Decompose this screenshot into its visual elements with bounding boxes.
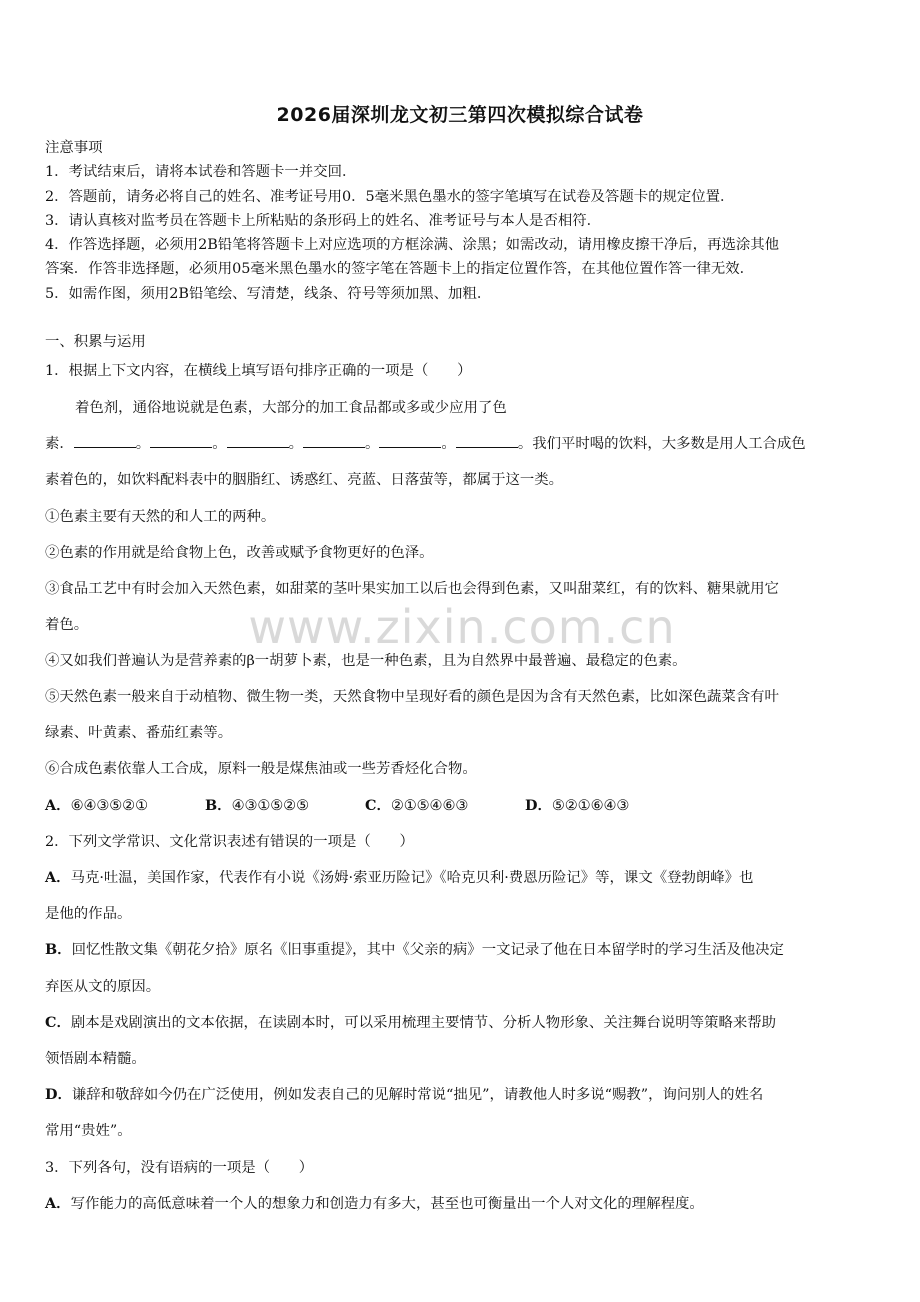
- question-1-stem: 1．根据上下文内容，在横线上填写语句排序正确的一项是（ ）: [45, 363, 472, 379]
- blank-1: [74, 434, 136, 448]
- question-1-passage: 素着色的，如饮料配料表中的胭脂红、诱惑红、亮蓝、日落萤等，都属于这一类。: [45, 472, 564, 488]
- option-a[interactable]: A．马克·吐温，美国作家，代表作有小说《汤姆·索亚历险记》《哈克贝利·费恩历险记》等，课文《登勃朗峰》也: [45, 869, 754, 886]
- option-text-continued: 弃医从文的原因。: [45, 979, 161, 995]
- blank-6: [456, 434, 518, 448]
- blank-3: [227, 434, 289, 448]
- sentence-item: 着色。: [45, 617, 89, 633]
- sentence-item: 绿素、叶黄素、番茄红素等。: [45, 725, 233, 741]
- option-a[interactable]: A．写作能力的高低意味着一个人的想象力和创造力有多大，甚至也可衡量出一个人对文化的理解程度。: [45, 1195, 704, 1212]
- sentence-item: ③食品工艺中有时会加入天然色素，如甜菜的茎叶果实加工以后也会得到色素，又叫甜菜红，有的饮料、糖果就用它: [45, 581, 779, 597]
- notice-item: 4．作答选择题，必须用2B铅笔将答题卡上对应选项的方框涂满、涂黑；如需改动，请用橡皮擦干净后，再选涂其他: [45, 237, 780, 253]
- option-d[interactable]: D．⑤②①⑥④③: [525, 797, 630, 814]
- watermark: www.zixin.com.cn: [248, 600, 676, 654]
- sentence-item: ①色素主要有天然的和人工的两种。: [45, 509, 276, 525]
- option-text-continued: 是他的作品。: [45, 906, 132, 922]
- question-2-stem: 2．下列文学常识、文化常识表述有错误的一项是（ ）: [45, 834, 414, 850]
- page-title: 2026届深圳龙文初三第四次模拟综合试卷: [276, 104, 644, 126]
- option-b[interactable]: B．④③①⑤②⑤: [205, 797, 309, 814]
- question-3-stem: 3．下列各句，没有语病的一项是（ ）: [45, 1160, 314, 1176]
- blank-5: [379, 434, 441, 448]
- sentence-item: ⑥合成色素依靠人工合成，原料一般是煤焦油或一些芳香烃化合物。: [45, 761, 477, 777]
- blank-4: [303, 434, 365, 448]
- option-b[interactable]: B．回忆性散文集《朝花夕拾》原名《旧事重提》，其中《父亲的病》一文记录了他在日本留学时的学习生活及他决定: [45, 941, 784, 958]
- notice-item: 1．考试结束后，请将本试卷和答题卡一并交回．: [45, 164, 357, 180]
- passage-suffix: 。我们平时喝的饮料，大多数是用人工合成色: [517, 436, 806, 452]
- notice-heading: 注意事项: [45, 140, 103, 156]
- sentence-item: ②色素的作用就是给食物上色，改善或赋予食物更好的色泽。: [45, 545, 434, 561]
- sentence-item: ⑤天然色素一般来自于动植物、微生物一类，天然食物中呈现好看的颜色是因为含有天然色素，比如深色蔬菜含有叶: [45, 689, 779, 705]
- option-c[interactable]: C．剧本是戏剧演出的文本依据，在读剧本时，可以采用梳理主要情节、分析人物形象、关注舞台说明等策略来帮助: [45, 1014, 777, 1031]
- option-text-continued: 常用“贵姓”。: [45, 1123, 132, 1139]
- option-text-continued: 领悟剧本精髓。: [45, 1051, 146, 1067]
- option-a[interactable]: A．⑥④③⑤②①: [45, 797, 148, 814]
- question-1-passage-blanks: 素． 。 。 。 。 。 。我们平时喝的饮料，大多数是用人工合成色: [45, 436, 806, 452]
- notice-item: 5．如需作图，须用2B铅笔绘、写清楚，线条、符号等须加黑、加粗．: [45, 286, 492, 302]
- passage-prefix: 素．: [45, 436, 74, 452]
- sentence-item: ④又如我们普遍认为是营养素的β一胡萝卜素，也是一种色素，且为自然界中最普遍、最稳定的色素。: [45, 653, 687, 669]
- question-1-options: [45, 796, 880, 816]
- option-c[interactable]: C．②①⑤④⑥③: [365, 797, 469, 814]
- section-heading: 一、积累与运用: [45, 334, 146, 350]
- notice-item: 3．请认真核对监考员在答题卡上所粘贴的条形码上的姓名、准考证号与本人是否相符．: [45, 213, 602, 229]
- option-d[interactable]: D．谦辞和敬辞如今仍在广泛使用，例如发表自己的见解时常说“拙见”，请教他人时多说“赐教”，询问别人的姓名: [45, 1086, 764, 1103]
- blank-2: [150, 434, 212, 448]
- notice-item: 2．答题前，请务必将自己的姓名、准考证号用0．5毫米黑色墨水的签字笔填写在试卷及答题卡的规定位置．: [45, 189, 735, 205]
- notice-item: 答案．作答非选择题，必须用05毫米黑色墨水的签字笔在答题卡上的指定位置作答，在其他位置作答一律无效．: [45, 261, 755, 277]
- question-1-passage: 着色剂，通俗地说就是色素，大部分的加工食品都或多或少应用了色: [75, 400, 507, 416]
